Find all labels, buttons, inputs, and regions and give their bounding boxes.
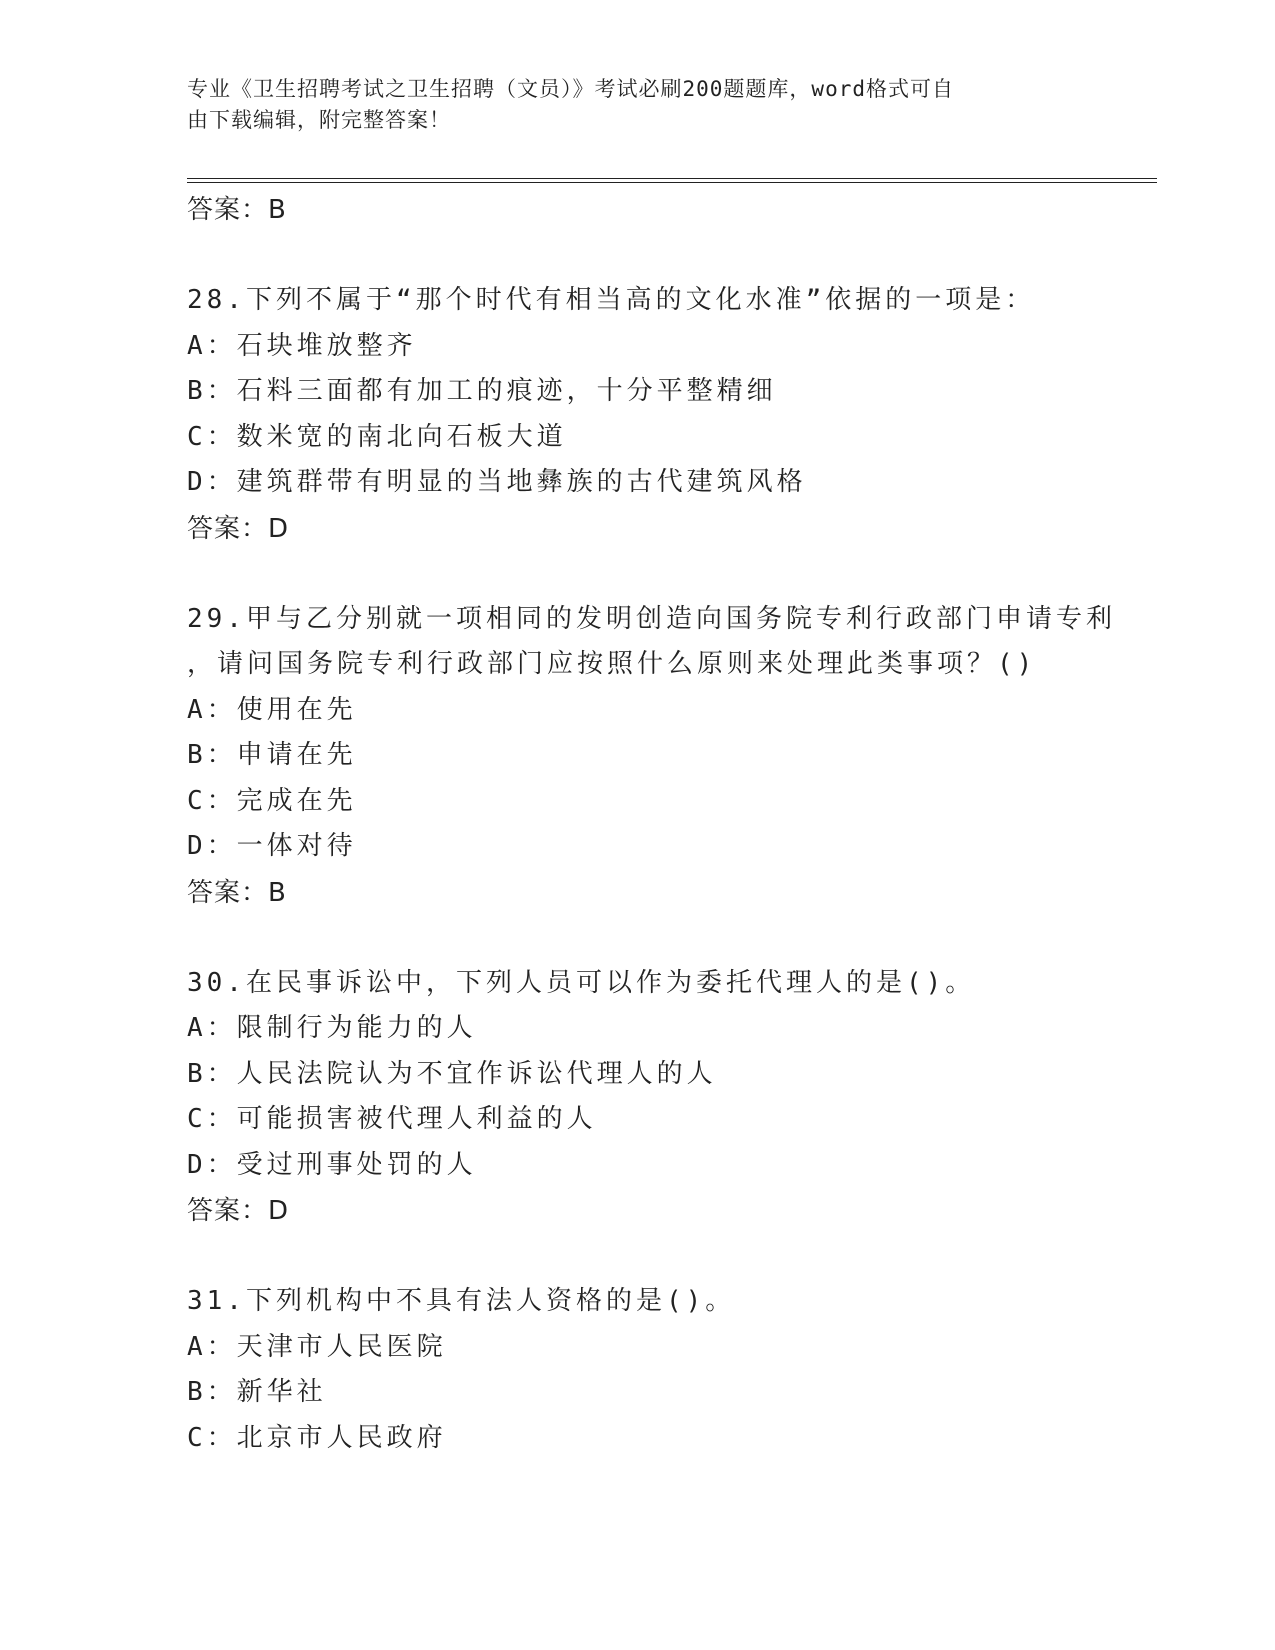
spacer <box>187 552 1087 597</box>
question-stem: 30.在民事诉讼中，下列人员可以作为委托代理人的是()。 <box>187 967 976 998</box>
header-line-1: 专业《卫生招聘考试之卫生招聘（文员）》考试必刷200题题库，word格式可自 <box>187 77 954 101</box>
option-c: C：可能损害被代理人利益的人 <box>187 1104 597 1134</box>
answer-line: 答案：D <box>187 513 290 544</box>
option-c: C：北京市人民政府 <box>187 1422 447 1453</box>
option-b: B：新华社 <box>187 1377 327 1407</box>
answer-line: 答案：B <box>187 195 287 225</box>
question-list <box>187 187 1116 1461</box>
option-d: D：一体对待 <box>187 831 357 861</box>
document-header <box>187 74 1067 136</box>
option-c: C：完成在先 <box>187 785 357 816</box>
header-line-2: 由下载编辑，附完整答案！ <box>187 108 451 132</box>
option-b: B：人民法院认为不宜作诉讼代理人的人 <box>187 1058 717 1089</box>
option-a: A：限制行为能力的人 <box>187 1013 477 1043</box>
question-stem-continued: ，请问国务院专利行政部门应按照什么原则来处理此类事项？() <box>187 649 1037 679</box>
answer-line: 答案：D <box>187 1196 290 1226</box>
question-stem: 31.下列机构中不具有法人资格的是()。 <box>187 1286 736 1316</box>
option-a: A：天津市人民医院 <box>187 1331 447 1362</box>
option-c: C：数米宽的南北向石板大道 <box>187 421 567 452</box>
header-divider <box>187 178 1157 183</box>
question-stem: 29.甲与乙分别就一项相同的发明创造向国务院专利行政部门申请专利 <box>187 603 1116 634</box>
question-block <box>187 278 1087 552</box>
spacer <box>187 916 1087 961</box>
question-block <box>187 961 1087 1235</box>
option-d: D：建筑群带有明显的当地彝族的古代建筑风格 <box>187 467 807 497</box>
spacer <box>187 233 1087 278</box>
question-stem: 28.下列不属于“那个时代有相当高的文化水准”依据的一项是： <box>187 285 1036 315</box>
option-b: B：申请在先 <box>187 740 357 770</box>
answer-line: 答案：B <box>187 877 287 908</box>
option-b: B：石料三面都有加工的痕迹，十分平整精细 <box>187 376 777 406</box>
question-block <box>187 1279 1087 1461</box>
option-a: A：石块堆放整齐 <box>187 330 417 361</box>
question-block <box>187 597 1116 916</box>
spacer <box>187 1234 1087 1279</box>
option-d: D：受过刑事处罚的人 <box>187 1149 477 1180</box>
option-a: A：使用在先 <box>187 694 357 725</box>
